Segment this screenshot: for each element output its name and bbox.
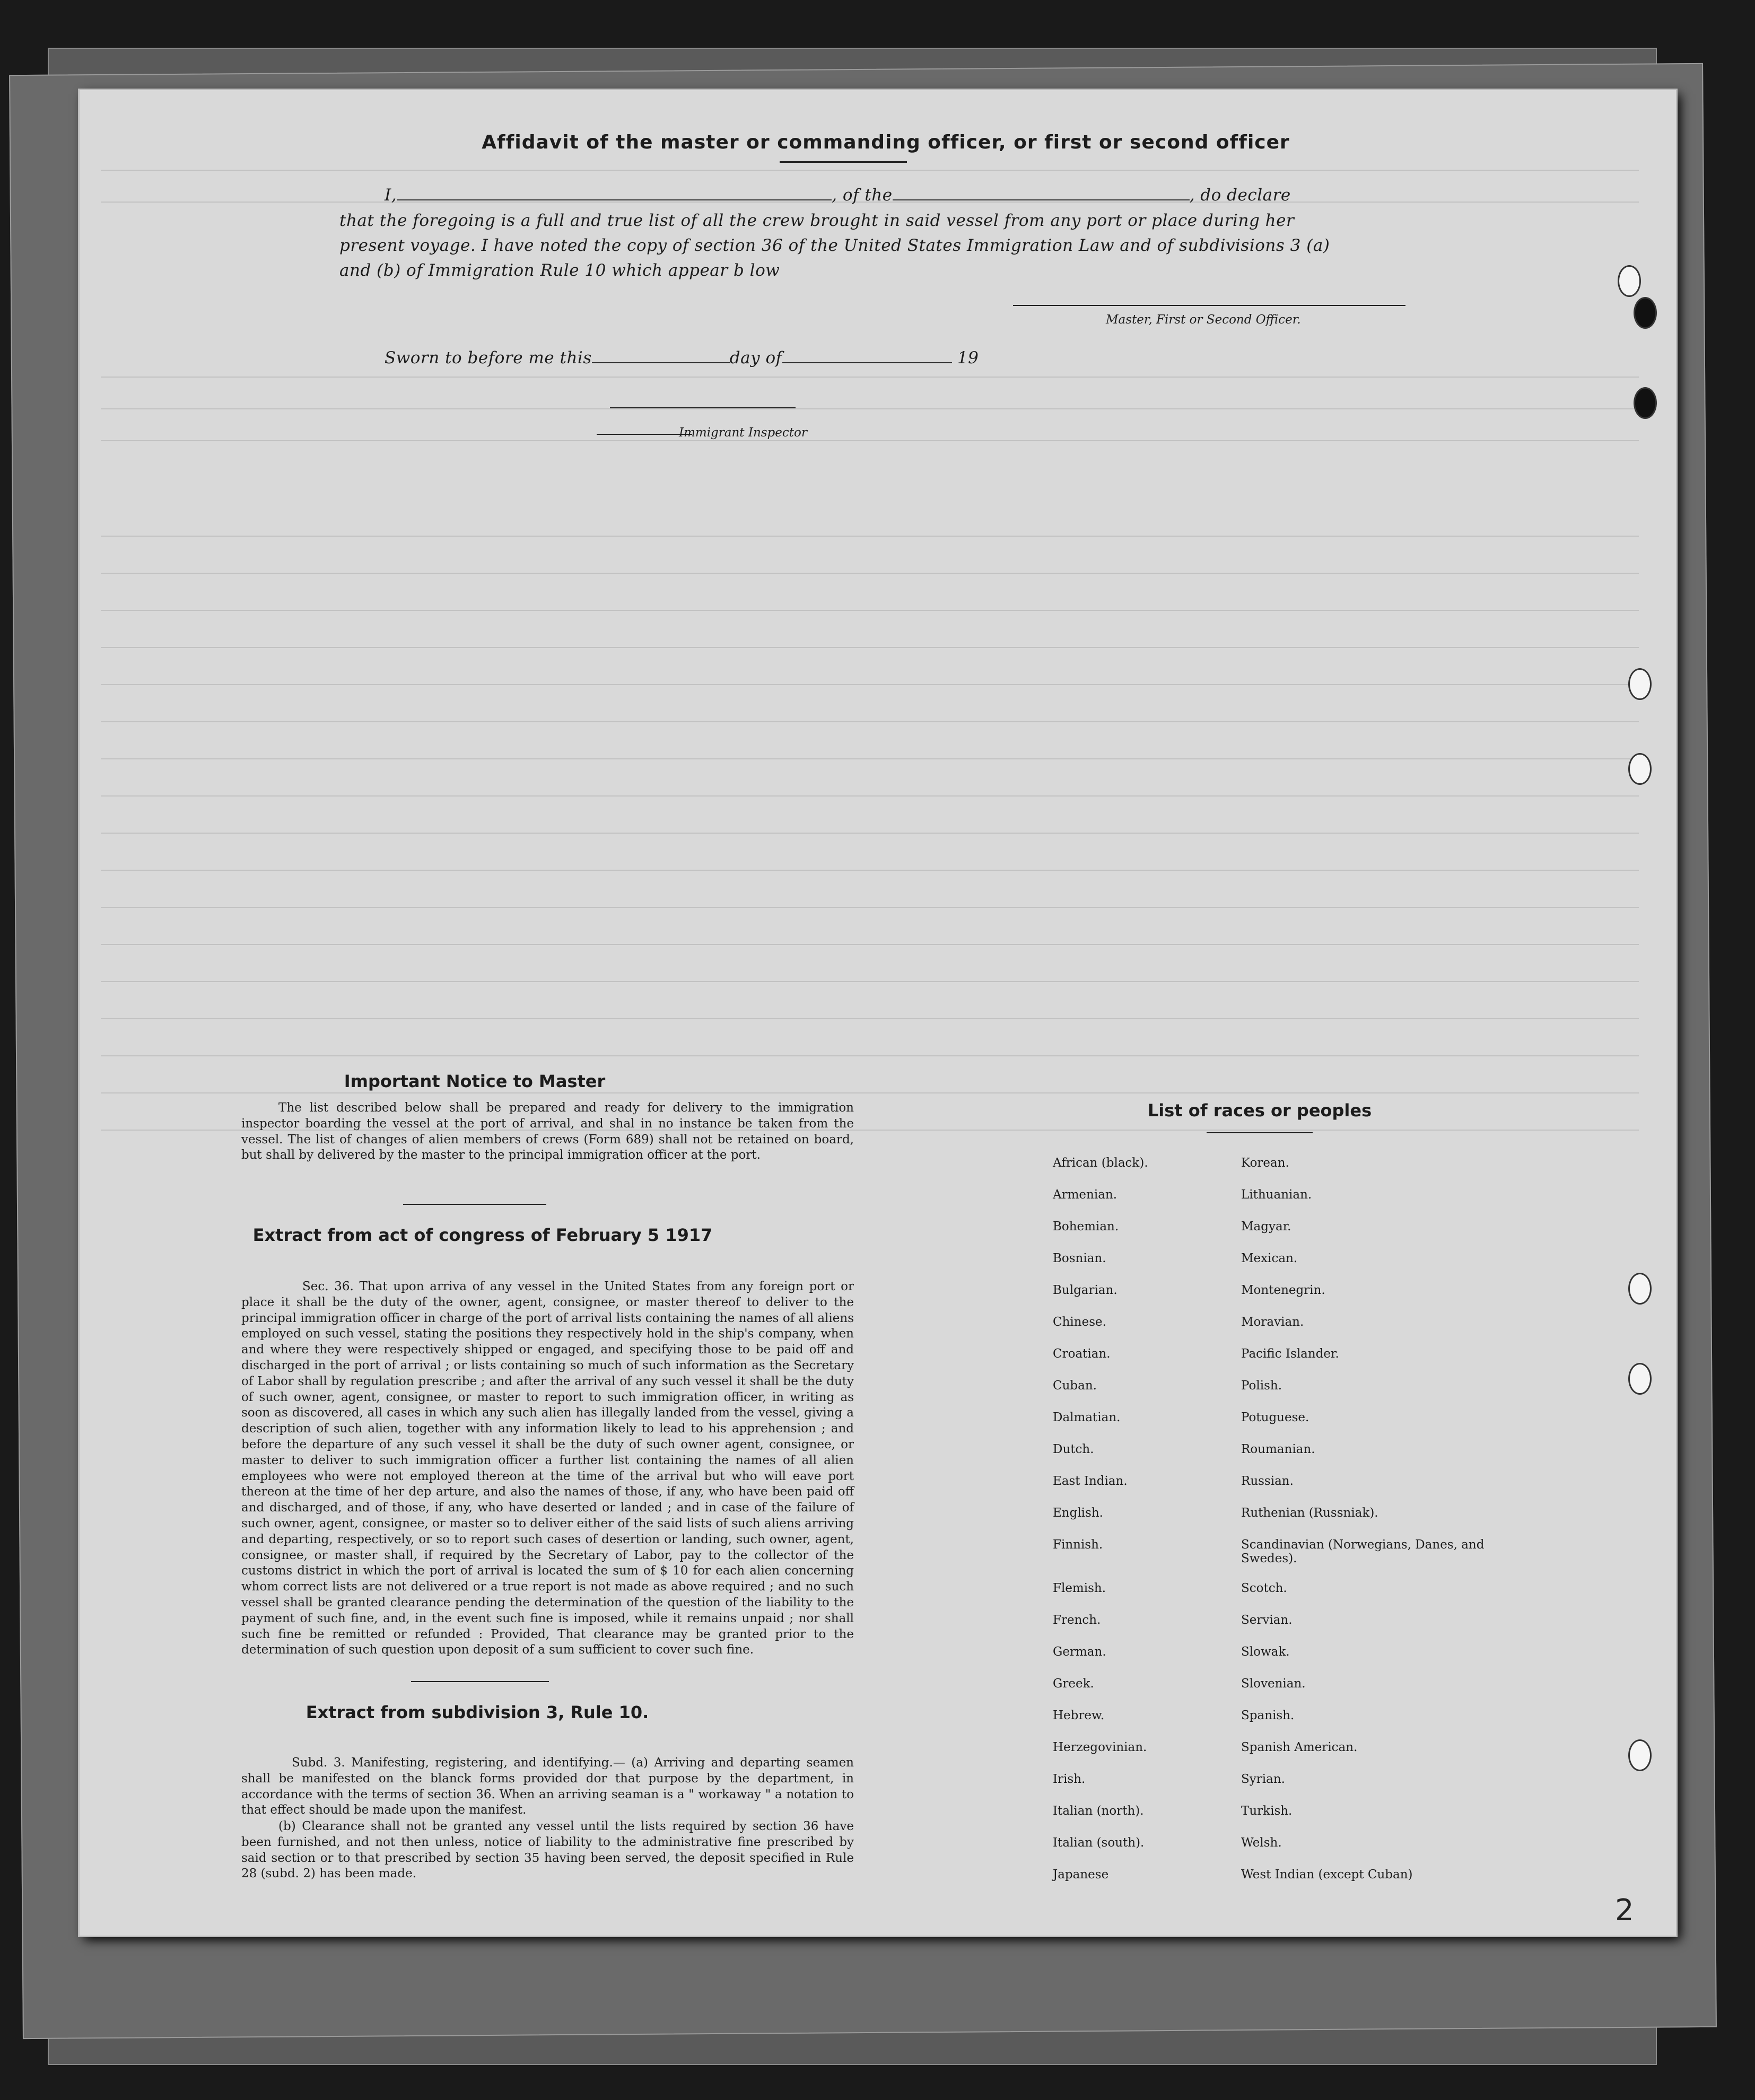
race-item: Finnish. (1053, 1538, 1103, 1552)
race-item: Bosnian. (1053, 1252, 1106, 1265)
rule-text-b: (b) Clearance shall not be granted any vessel until the lists required by section 36 have been furnished, and not then unless, notice of liability to the administrative fine prescribed by said section or to that prescribed by section 35 having been served, the deposit specified in Rule 28 (subd. 2) has been made. (241, 1819, 854, 1881)
race-item: Greek. (1053, 1677, 1094, 1691)
race-item: French. (1053, 1613, 1101, 1627)
race-item: German. (1053, 1645, 1106, 1659)
punch-hole-icon (1634, 297, 1657, 329)
act-divider (411, 1681, 549, 1682)
punch-hole-icon (1628, 668, 1652, 700)
race-item: Magyar. (1241, 1220, 1291, 1233)
notice-divider (403, 1204, 546, 1205)
race-item: Flemish. (1053, 1581, 1106, 1595)
punch-hole-icon (1628, 1739, 1652, 1771)
race-item: Polish. (1241, 1379, 1282, 1393)
race-row (1053, 1836, 1477, 1868)
race-item: Japanese (1053, 1868, 1109, 1882)
rule-text-a: Subd. 3. Manifesting, registering, and identifying.— (a) Arriving and departing seamen shall be manifested on the blanck forms provided dor that purpose by the department, in accordance with the terms of section 36. When an arriving seaman is a " workaway " a notation to that effect should be made upon the manifest. (241, 1756, 854, 1817)
margin-mark: 2 (1615, 1893, 1634, 1928)
vessel-field[interactable] (893, 185, 1190, 200)
race-item: East Indian. (1053, 1474, 1128, 1488)
race-item: Syrian. (1241, 1772, 1285, 1786)
affidavit-line-3: present voyage. I have noted the copy of section 36 of the United States Immigration Law and of subdivisions 3 (a) (339, 236, 1330, 255)
race-row (1053, 1868, 1477, 1900)
affidavit-i: I, (385, 186, 397, 205)
race-item: Mexican. (1241, 1252, 1298, 1265)
race-item: African (black). (1053, 1156, 1148, 1170)
race-row (1053, 1613, 1477, 1645)
races-divider (1207, 1132, 1313, 1133)
race-item: Italian (south). (1053, 1836, 1145, 1850)
race-item: Turkish. (1241, 1804, 1293, 1818)
race-row (1053, 1677, 1477, 1709)
race-row (1053, 1411, 1477, 1442)
affidavit-line-4: and (b) of Immigration Rule 10 which appear b low (339, 261, 780, 280)
race-item: Chinese. (1053, 1315, 1106, 1329)
race-item: Irish. (1053, 1772, 1086, 1786)
sworn-day-field[interactable] (592, 347, 730, 363)
race-row (1053, 1645, 1477, 1677)
race-row (1053, 1283, 1477, 1315)
punch-hole-icon (1628, 1273, 1652, 1305)
name-field[interactable] (397, 185, 832, 200)
sworn-label: Sworn to before me this (385, 348, 592, 368)
document-page (80, 90, 1676, 1936)
race-item: Korean. (1241, 1156, 1289, 1170)
sworn-month-field[interactable] (782, 347, 952, 363)
affidavit-line-1 (385, 185, 1291, 205)
race-row (1053, 1315, 1477, 1347)
punch-hole-icon (1618, 265, 1641, 297)
race-row (1053, 1772, 1477, 1804)
affidavit-title: Affidavit of the master or commanding officer, or first or second officer (482, 132, 1290, 153)
race-item: Dalmatian. (1053, 1411, 1121, 1424)
sworn-line (385, 347, 979, 368)
race-item: Russian. (1241, 1474, 1294, 1488)
race-item: Ruthenian (Russniak). (1241, 1506, 1378, 1520)
race-row (1053, 1740, 1477, 1772)
race-item: Slovenian. (1241, 1677, 1306, 1691)
year-label: 19 (957, 348, 979, 368)
race-row (1053, 1804, 1477, 1836)
affidavit-declare: , do declare (1189, 186, 1291, 205)
race-row (1053, 1474, 1477, 1506)
master-label: Master, First or Second Officer. (1106, 313, 1301, 327)
notice-text: The list described below shall be prepared and ready for delivery to the immigration inspector boarding the vessel at the port of arrival, and shal in no instance be taken from the vessel. The list of changes of alien members of crews (Form 689) shall not be retained on board, but shall by delivered by the master to the principal immigration officer at the port. (241, 1101, 854, 1162)
rule-heading: Extract from subdivision 3, Rule 10. (305, 1702, 649, 1722)
punch-hole-icon (1634, 387, 1657, 419)
races-heading: List of races or peoples (1147, 1100, 1372, 1121)
inspector-label: Immigrant Inspector (679, 426, 807, 440)
day-of-label: day of (729, 348, 782, 368)
race-row (1053, 1220, 1477, 1252)
race-item: Cuban. (1053, 1379, 1097, 1393)
punch-hole-icon (1628, 1363, 1652, 1395)
race-row (1053, 1538, 1485, 1570)
race-item: Servian. (1241, 1613, 1293, 1627)
race-item: Moravian. (1241, 1315, 1304, 1329)
race-item: Herzegovinian. (1053, 1740, 1147, 1754)
race-row (1053, 1156, 1477, 1188)
inspector-sub-line (597, 434, 692, 435)
race-item: Dutch. (1053, 1442, 1094, 1456)
race-item: Scandinavian (Norwegians, Danes, and Swedes). (1241, 1538, 1485, 1565)
race-item: Roumanian. (1241, 1442, 1315, 1456)
race-item: Potuguese. (1241, 1411, 1309, 1424)
act-text: Sec. 36. That upon arriva of any vessel in the United States from any foreign port or place it shall be the duty of the owner, agent, consignee, or master thereof to deliver to the principal immigration officer in charge of the port of arrival lists containing the names of all aliens employed on such vessel, stating the positions they respectively hold in the ship's company, when and where they were respectively shipped or engaged, and specifying those to be paid off and discharged in the port of arrival ; or lists containing so much of such information as the Secretary of Labor shall by regulation prescribe ; and after the arrival of any such vessel it shall be the duty of such owner, agent, consignee, or master to report to such immigration officer, in writing as soon as discovered, all cases in which any such alien has illegally landed from the vessel, giving a description of such alien, together with any information likely to lead to his apprehension ; and before the departure of any such vessel it shall be the duty of such owner agent, consignee, or master to deliver to such immigration officer a further list containing the names of all alien employees who were not employed thereon at the time of the arrival but who will eave port thereon at the time of her dep arture, and also the names of those, if any, who have been paid off and discharged, and of those, if any, who have deserted or landed ; and in case of the failure of such owner, agent, consignee, or master so to deliver either of the said lists of such aliens arriving and departing, respectively, or so to report such cases of desertion or landing, such owner, agent, consignee, or master shall, if required by the Secretary of Labor, pay to the collector of the customs district in which the port of arrival is located the sum of $ 10 for each alien concerning whom correct lists are not delivered or a true report is not made as above required ; and no such vessel shall be granted clearance pending the determination of the question of the liability to the payment of such fine, and, in the event such fine is imposed, while it remains unpaid ; nor shall such fine be remitted or refunded : Provided, That clearance may be granted prior to the determination of such question upon deposit of a sum sufficient to cover such fine. (241, 1280, 854, 1657)
race-row (1053, 1379, 1477, 1411)
race-item: Italian (north). (1053, 1804, 1144, 1818)
race-item: Lithuanian. (1241, 1188, 1312, 1202)
race-item: Welsh. (1241, 1836, 1282, 1850)
race-item: Croatian. (1053, 1347, 1111, 1361)
race-item: Scotch. (1241, 1581, 1287, 1595)
race-item: Spanish American. (1241, 1740, 1358, 1754)
race-item: Bulgarian. (1053, 1283, 1117, 1297)
race-item: Pacific Islander. (1241, 1347, 1339, 1361)
race-row (1053, 1709, 1477, 1740)
race-row (1053, 1506, 1477, 1538)
race-row (1053, 1347, 1477, 1379)
race-item: Armenian. (1053, 1188, 1117, 1202)
race-row (1053, 1442, 1477, 1474)
affidavit-of-the: , of the (832, 186, 893, 205)
race-row (1053, 1252, 1477, 1283)
race-item: Bohemian. (1053, 1220, 1119, 1233)
notice-heading: Important Notice to Master (344, 1071, 606, 1091)
race-row (1053, 1188, 1477, 1220)
race-item: Hebrew. (1053, 1709, 1105, 1722)
race-item: English. (1053, 1506, 1103, 1520)
title-divider (780, 161, 907, 163)
race-row (1053, 1581, 1477, 1613)
signature-line[interactable] (1013, 305, 1405, 306)
race-item: Spanish. (1241, 1709, 1295, 1722)
race-item: Montenegrin. (1241, 1283, 1325, 1297)
race-item: Slowak. (1241, 1645, 1290, 1659)
inspector-signature-line[interactable] (610, 407, 796, 408)
act-heading: Extract from act of congress of February 5 1917 (252, 1225, 713, 1245)
affidavit-line-2: that the foregoing is a full and true list of all the crew brought in said vessel from any port or place during her (339, 211, 1295, 230)
punch-hole-icon (1628, 753, 1652, 785)
race-item: West Indian (except Cuban) (1241, 1868, 1413, 1882)
